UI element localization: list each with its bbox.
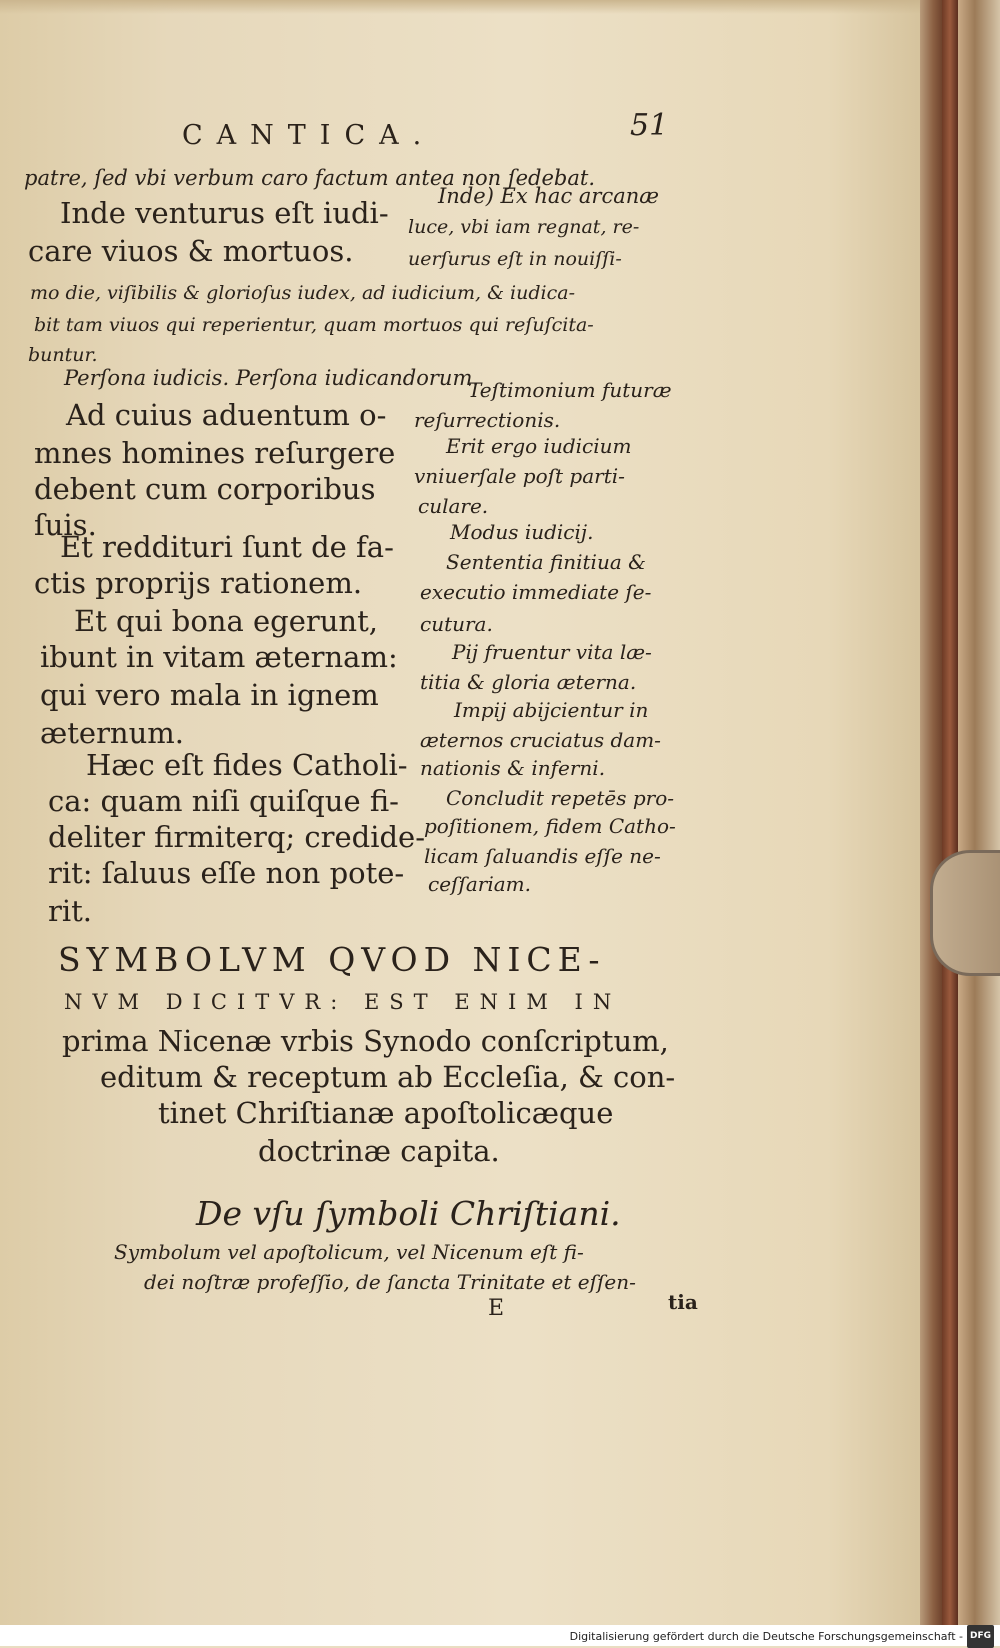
gloss-line: bit tam viuos qui reperientur, quam mortuos qui reſuſcita- xyxy=(34,314,594,336)
body-line: Symbolum vel apoſtolicum, vel Nicenum eſt fi- xyxy=(114,1240,584,1264)
gloss-line: Impij abijcientur in xyxy=(454,698,649,722)
verse-line: rit: ſaluus eſſe non pote- xyxy=(48,856,405,890)
verse-line: Et qui bona egerunt, xyxy=(74,604,378,638)
verse-line: Et redditurі ſunt de fa- xyxy=(60,530,394,564)
verse-line: ibunt in vitam æternam: xyxy=(40,640,398,674)
verse-line: qui vero mala in ignem xyxy=(40,678,379,712)
gloss-line: Concludit repetēs pro- xyxy=(446,786,674,810)
title-line: prima Nicenæ vrbis Synodo conſcriptum, xyxy=(62,1024,669,1058)
footer-credit-text: Digitalisierung gefördert durch die Deutsche Forschungsgemeinschaft - xyxy=(569,1630,963,1643)
verse-line: Hæc eſt fides Catholi- xyxy=(86,748,408,782)
gloss-line: uerſurus eſt in nouiſſi- xyxy=(408,248,622,270)
title-line: editum & receptum ab Eccleſia, & con- xyxy=(100,1060,676,1094)
gloss-line: Inde) Ex hac arcanæ xyxy=(438,184,659,208)
verse-line: Inde venturus eſt iudi- xyxy=(60,196,389,230)
verse-line: debent cum corporibus xyxy=(34,472,376,506)
section-heading: De vſu ſymboli Chriſtiani. xyxy=(196,1194,621,1233)
verse-line: ſuis. xyxy=(34,508,97,542)
gloss-line: Pij fruentur vita læ- xyxy=(452,640,652,664)
page-edge xyxy=(920,0,942,1625)
gloss-line: ceſſariam. xyxy=(428,872,531,896)
persona-line: Perſona iudicis. Perſona iudicandorum. xyxy=(64,366,480,390)
gloss-line: mo die, viſibilis & glorioſus iudex, ad iudicium, & iudica- xyxy=(30,282,575,304)
gloss-line: titia & gloria æterna. xyxy=(420,670,637,694)
verse-line: æternum. xyxy=(40,716,185,750)
signature-mark: E xyxy=(488,1296,505,1321)
title-line: doctrinæ capita. xyxy=(258,1134,500,1168)
verse-line: Ad cuius aduentum o- xyxy=(66,398,387,432)
gloss-line: nationis & inferni. xyxy=(420,756,606,780)
verse-line: ctis proprijs rationem. xyxy=(34,566,363,600)
verse-line: ca: quam niſi quiſque fi- xyxy=(48,784,399,818)
gloss-line: Erit ergo iudicium xyxy=(446,434,632,458)
gloss-line: buntur. xyxy=(28,344,98,366)
catchword: tia xyxy=(668,1290,698,1314)
gloss-line: Sententia finitiua & xyxy=(446,550,646,574)
title-line: SYMBOLVM QVOD NICE- xyxy=(58,940,606,979)
body-line: dei noſtræ profeſſio, de ſancta Trinitate et eſſen- xyxy=(144,1270,636,1294)
gloss-line: poſitionem, fidem Catho- xyxy=(424,814,676,838)
gloss-line: vniuerſale poſt parti- xyxy=(414,464,625,488)
top-line: patre, ſed vbi verbum caro factum antea non ſedebat. xyxy=(24,166,595,190)
gloss-line: cutura. xyxy=(420,612,493,636)
footer-credit xyxy=(0,1625,1000,1646)
page-clip xyxy=(930,850,1000,976)
gloss-line: Modus iudicij. xyxy=(450,520,594,544)
page-number: 51 xyxy=(630,108,669,143)
verse-line: deliter firmiterq; credide- xyxy=(48,820,426,854)
gloss-line: Teſtimonium futuræ xyxy=(468,378,672,402)
cover-edge xyxy=(958,0,1000,1625)
gloss-line: licam ſaluandis eſſe ne- xyxy=(424,844,661,868)
gloss-line: executio immediate ſe- xyxy=(420,580,652,604)
verse-line: care viuos & mortuos. xyxy=(28,234,354,268)
gloss-line: culare. xyxy=(418,494,489,518)
title-line: NVM DICITVR: EST ENIM IN xyxy=(64,990,622,1014)
gloss-line: luce, vbi iam regnat, re- xyxy=(408,216,640,238)
title-line: tinet Chriſtianæ apoſtolicæque xyxy=(158,1096,614,1130)
running-title: CANTICA. xyxy=(182,120,436,151)
gloss-line: reſurrectionis. xyxy=(414,408,561,432)
verse-line: rit. xyxy=(48,894,93,928)
gloss-line: æternos cruciatus dam- xyxy=(420,728,661,752)
verse-line: mnes homines reſurgere xyxy=(34,436,396,470)
book-spine-edge xyxy=(942,0,958,1625)
dfg-logo-icon: DFG xyxy=(967,1625,994,1648)
